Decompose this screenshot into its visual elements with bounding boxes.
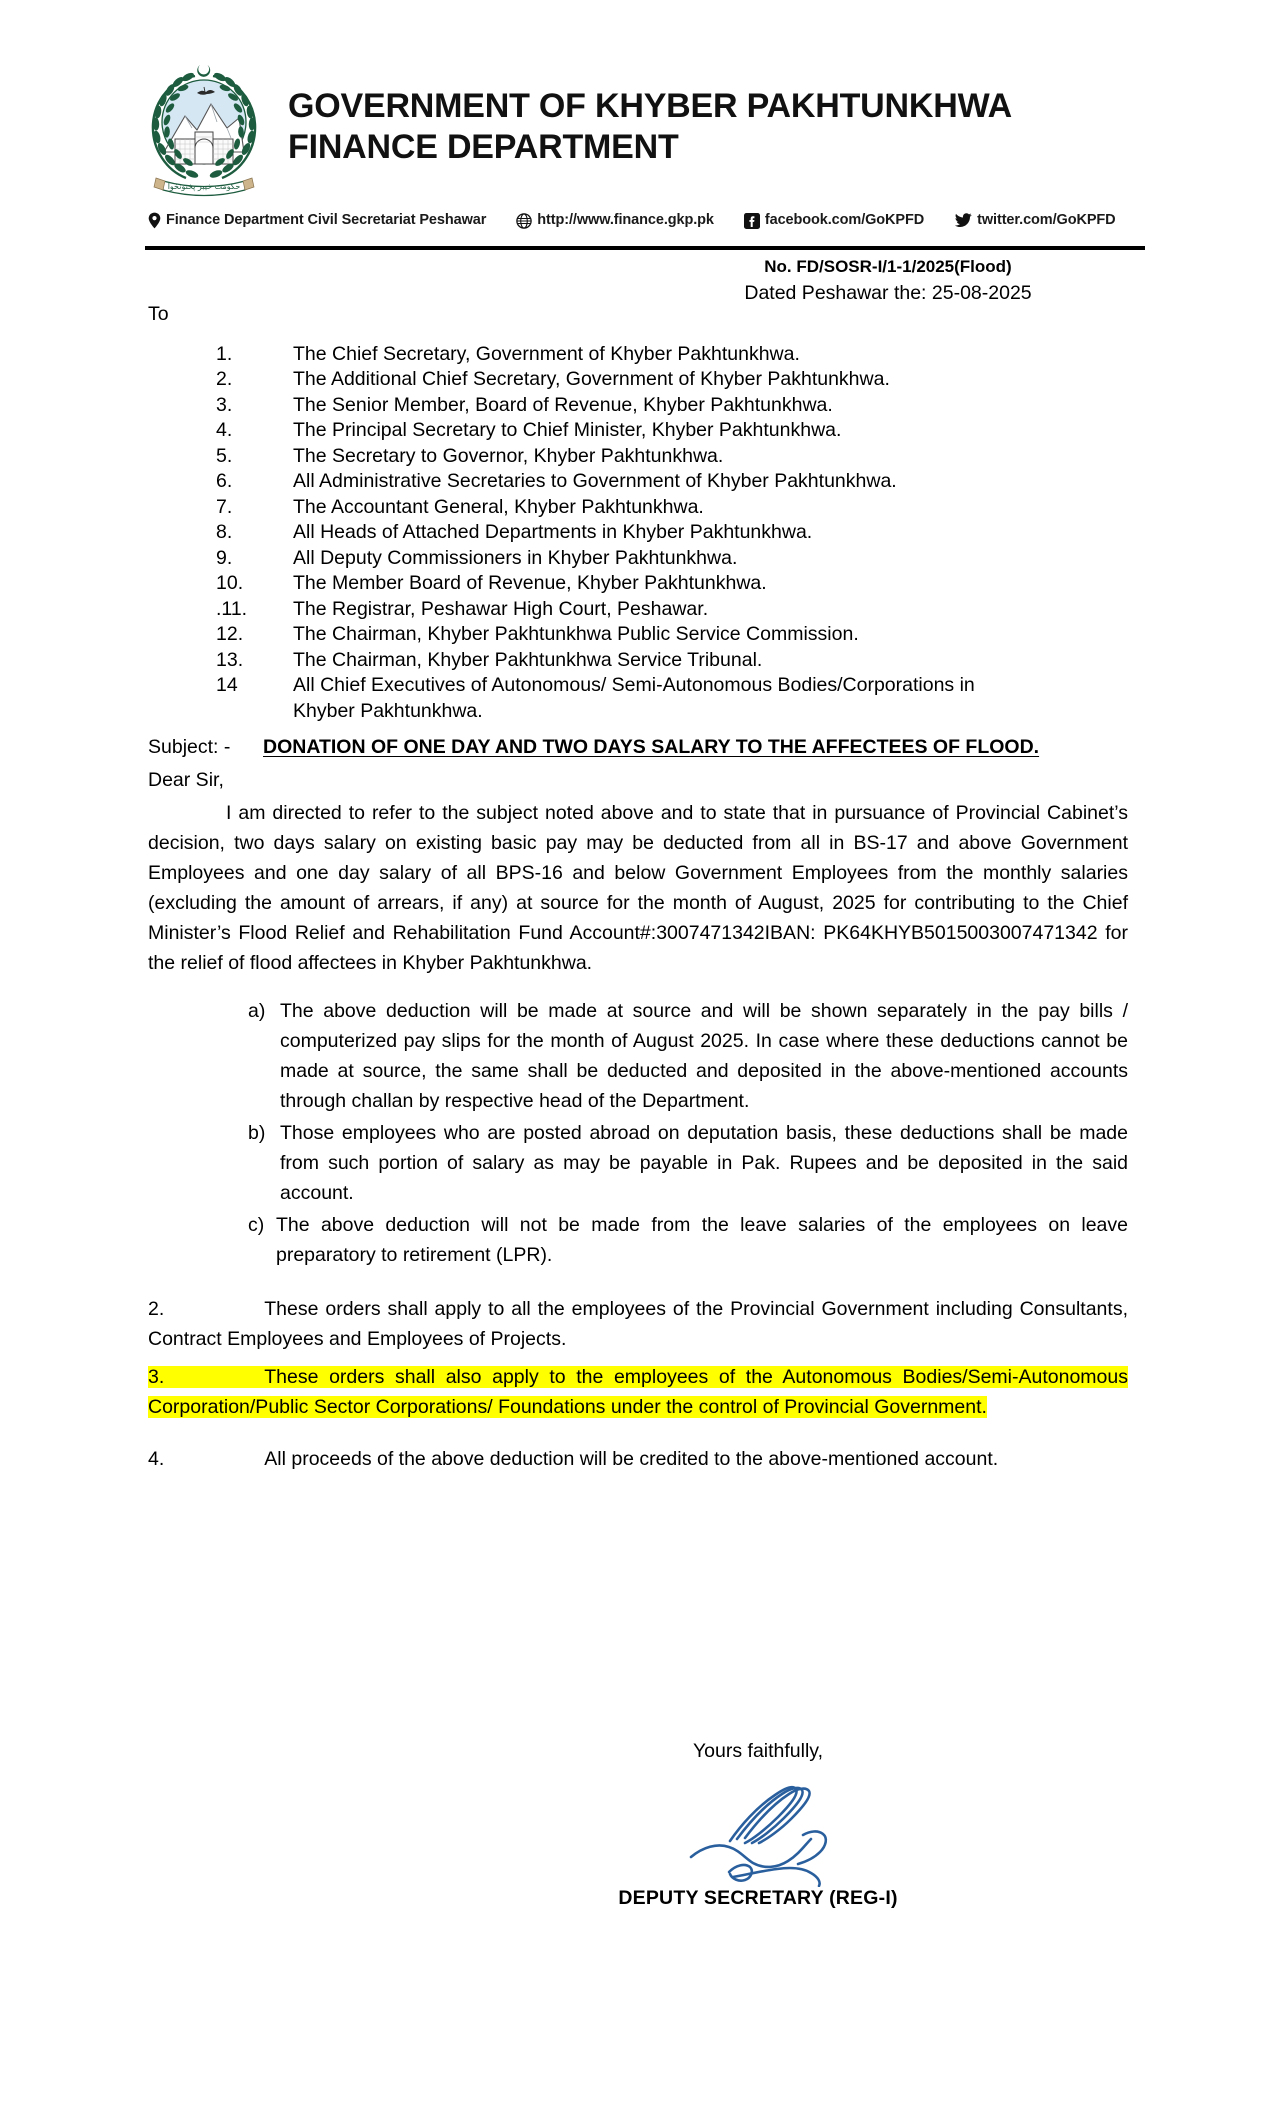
addressee-text: All Heads of Attached Departments in Khyber Pakhtunkhwa. [293,521,813,544]
contact-bar [0,212,1276,229]
letterhead-divider [145,246,1145,250]
list-item [216,342,1276,368]
addressee-text: The Secretary to Governor, Khyber Pakhtunkhwa. [293,444,724,467]
list-item [216,648,1276,674]
contact-twitter-text: twitter.com/GoKPFD [977,212,1116,229]
addressee-text: The Registrar, Peshawar High Court, Peshawar. [293,597,709,620]
body-paragraph-4 [0,1444,1276,1474]
list-item [216,520,1276,546]
addressee-number: .11. [216,597,248,620]
to-label: To [148,303,169,325]
addressee-text: The Additional Chief Secretary, Government of Khyber Pakhtunkhwa. [293,368,890,391]
reference-block [628,256,1148,306]
list-item [216,469,1276,495]
addressee-number: 8. [216,521,233,544]
list-item [216,495,1276,521]
spacer [0,1272,1276,1286]
addressee-text-line1: All Chief Executives of Autonomous/ Semi-Autonomous Bodies/Corporations in [293,674,975,697]
body-paragraph-4-text: All proceeds of the above deduction will be credited to the above-mentioned account. [264,1448,999,1471]
organization-title [288,87,1012,168]
body-paragraph-3 [0,1362,1276,1422]
addressee-number: 7. [216,495,233,518]
handwritten-signature [240,1769,1276,1887]
government-title-line: GOVERNMENT OF KHYBER PAKHTUNKHWA [288,86,1012,125]
list-item [216,673,1276,724]
addressee-text: The Accountant General, Khyber Pakhtunkhwa. [293,495,704,518]
letterhead-main-row [0,0,1276,202]
body-paragraph-1 [0,798,1276,978]
list-item [248,996,1128,1116]
addressee-text: All Administrative Secretaries to Government of Khyber Pakhtunkhwa. [293,470,897,493]
addressee-number: 9. [216,546,233,569]
letterhead [0,0,1276,229]
body-paragraph-3-number: 3. [148,1366,165,1389]
addressee-list [0,342,1276,725]
body-paragraph-2 [0,1294,1276,1354]
signatory-title: DEPUTY SECRETARY (REG-I) [618,1887,898,1909]
list-item [216,444,1276,470]
svg-text:حکومت خیبر پختونخوا: حکومت خیبر پختونخوا [167,182,241,191]
reference-number: No. FD/SOSR-I/1-1/2025(Flood) [764,257,1012,276]
list-item [216,418,1276,444]
department-title-line: FINANCE DEPARTMENT [288,128,679,166]
contact-address-text: Finance Department Civil Secretariat Peshawar [166,212,487,229]
clause-text: Those employees who are posted abroad on deputation basis, these deductions shall be made from such portion of salary as may be payable in Pak. Rupees and be deposited in the said account. [280,1122,1128,1205]
list-item [216,367,1276,393]
contact-facebook-text: facebook.com/GoKPFD [764,212,925,229]
addressee-number: 6. [216,470,233,493]
contact-facebook[interactable] [744,213,924,229]
list-item [216,546,1276,572]
addressee-text: The Principal Secretary to Chief Minister, Khyber Pakhtunkhwa. [293,419,842,442]
addressee-number: 13. [216,648,244,671]
addressee-text: The Chairman, Khyber Pakhtunkhwa Service Tribunal. [293,648,763,671]
addressee-text: The Member Board of Revenue, Khyber Pakhtunkhwa. [293,572,767,595]
clause-marker: c) [248,1214,265,1237]
list-item [248,1210,1128,1270]
subject-text: DONATION OF ONE DAY AND TWO DAYS SALARY TO THE AFFECTEES OF FLOOD. [263,736,1040,759]
list-item [216,622,1276,648]
subject-row [0,734,1276,760]
salutation: Dear Sir, [148,768,224,791]
subject-label: Subject: - [148,736,231,759]
contact-website[interactable] [516,213,714,229]
location-pin-icon [148,212,161,229]
clause-text: The above deduction will not be made from the leave salaries of the employees on leave preparatory to retirement (LPR). [276,1214,1128,1267]
body-paragraph-2-text: These orders shall apply to all the employees of the Provincial Government including Consultants, Contract Employees and Employees of Projects. [148,1298,1128,1351]
list-item [248,1118,1128,1208]
spacer [0,1422,1276,1436]
contact-twitter[interactable] [954,213,1115,228]
body-paragraph-1-text: I am directed to refer to the subject noted above and to state that in pursuance of Provincial Cabinet’s decision, two days salary on existing basic pay may be deducted from all in BS-17 and above Government Employees and one day salary of all BPS-16 and below Government Employees from the monthly salaries (excluding the amount of arrears, if any) at source for the month of August, 2025 for contributing to the Chief Minister’s Flood Relief and Rehabilitation Fund Account#:3007471342IBAN: PK64KHYB5015003007471342 for the relief of flood affectees in Khyber Pakhtunkhwa. [148,802,1128,975]
globe-icon [516,213,532,229]
addressee-number: 12. [216,623,244,646]
addressee-text: The Senior Member, Board of Revenue, Khyber Pakhtunkhwa. [293,393,833,416]
clause-marker: a) [248,1000,266,1023]
addressee-number: 3. [216,393,233,416]
addressee-number: 4. [216,419,233,442]
body-paragraph-3-text: These orders shall also apply to the employees of the Autonomous Bodies/Semi-Autonomous Corporation/Public Sector Corporations/ Foundations under the control of Provincial Government. [148,1366,1128,1419]
body-paragraph-2-number: 2. [148,1298,165,1321]
contact-website-text: http://www.finance.gkp.pk [537,212,714,229]
list-item [216,393,1276,419]
contact-address [148,212,486,229]
addressee-text: All Deputy Commissioners in Khyber Pakhtunkhwa. [293,546,738,569]
khyber-pakhtunkhwa-government-emblem [145,52,263,202]
signature-block [0,1740,1276,1910]
letter-body [0,305,1276,1474]
addressee-text [293,673,1276,724]
clause-marker: b) [248,1122,266,1145]
list-item [216,597,1276,623]
addressee-text: The Chief Secretary, Government of Khyber Pakhtunkhwa. [293,342,800,365]
list-item [216,571,1276,597]
addressee-text: The Chairman, Khyber Pakhtunkhwa Public Service Commission. [293,623,859,646]
closing-salutation: Yours faithfully, [692,1740,824,1762]
twitter-icon [954,213,972,228]
clause-list [0,996,1276,1270]
addressee-number: 5. [216,444,233,467]
body-paragraph-4-number: 4. [148,1448,165,1471]
addressee-number: 14 [216,674,238,697]
facebook-icon [744,213,760,229]
reference-date: Dated Peshawar the: 25-08-2025 [744,281,1032,304]
addressee-number: 10. [216,572,244,595]
addressee-number: 1. [216,342,233,365]
clause-text: The above deduction will be made at source and will be shown separately in the pay bills / computerized pay slips for the month of August 2025. In case where these deductions cannot be made at source, the same shall be deducted and deposited in the above-mentioned accounts through challan by respective head of the Department. [280,1000,1128,1113]
addressee-number: 2. [216,368,233,391]
addressee-text-line2: Khyber Pakhtunkhwa. [293,699,483,722]
